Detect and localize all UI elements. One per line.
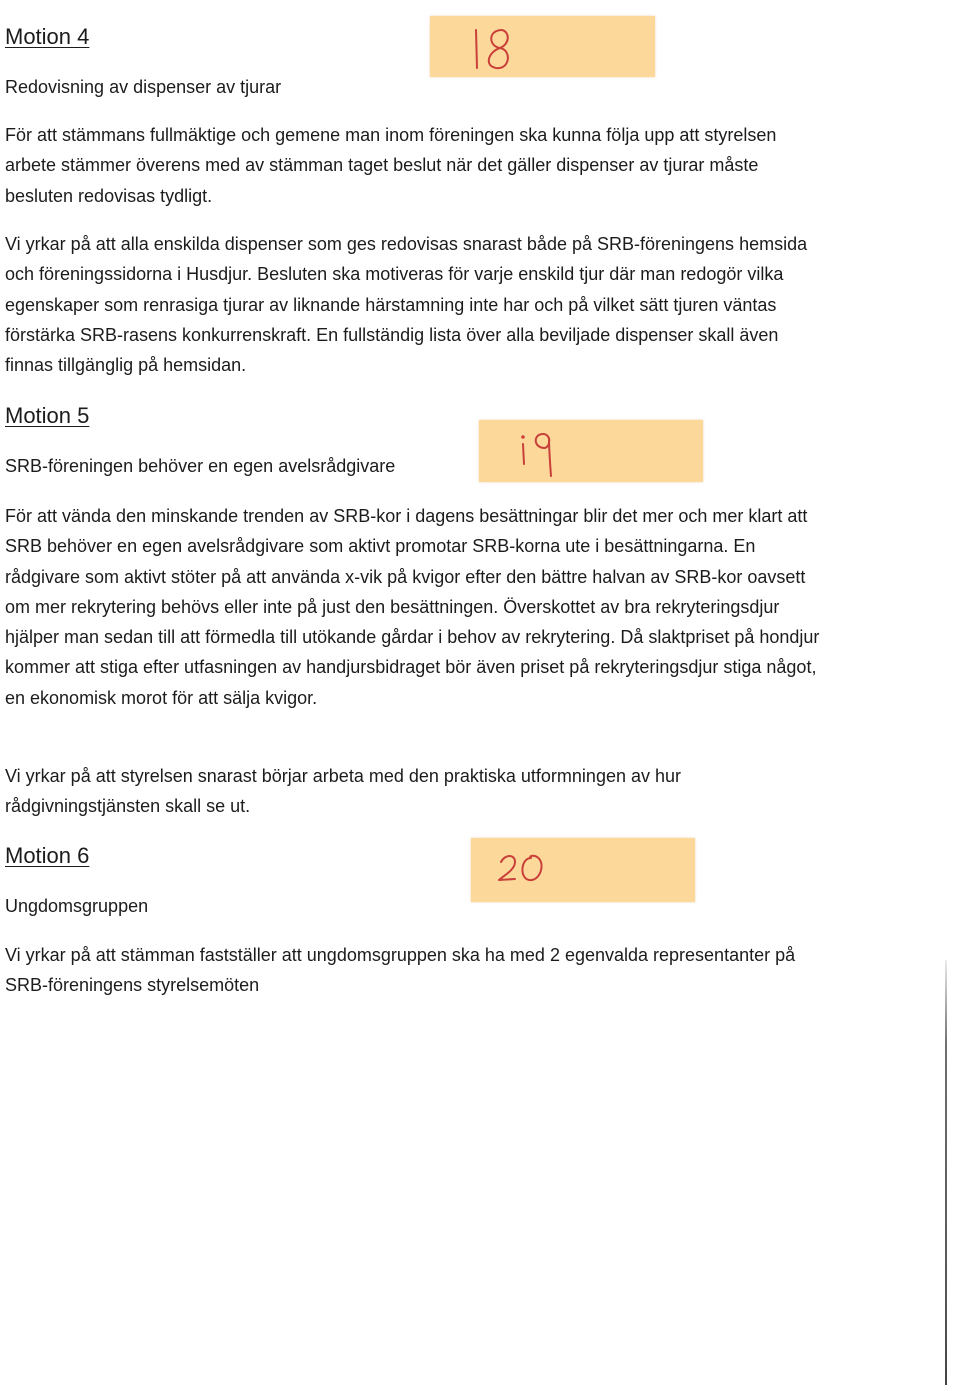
motion-heading: Motion 4	[5, 24, 90, 49]
motion-paragraph: Vi yrkar på att alla enskilda dispenser som ges redovisas snarast både på SRB-föreningens hemsida och föreningssidorna i Husdjur. Besluten ska motiveras för varje enskild tjur där man redogör vilka egenskaper som renrasiga tjurar av liknande härstamning inte har och på vilket sätt tjuren väntas förstärka SRB-rasens konkurrenskraft. En fullständig lista över alla beviljade dispenser skall även finnas tillgänglig på hemsidan.	[5, 234, 808, 376]
handwritten-number-sticky	[479, 420, 703, 482]
motion-paragraph: För att vända den minskande trenden av SRB-kor i dagens besättningar blir det mer och mer klart att SRB behöver en egen avelsrådgivare som aktivt promotar SRB-korna ute i besättningarna. En rådgivare som aktivt stöter på att använda x-vik på kvigor efter den bättre halvan av SRB-kor oavsett om mer rekrytering behövs eller inte på just den besättningen. Överskottet av bra rekryteringsdjur hjälper man sedan till att förmedla till utökande gårdar i behov av rekrytering. Då slaktpriset på hondjur kommer att stiga efter utfasningen av handjursbidraget bör även priset på rekryteringsdjur stiga något, en ekonomisk morot för att sälja kvigor.	[5, 506, 820, 708]
sticky-note	[430, 16, 655, 77]
motion-paragraph: För att stämmans fullmäktige och gemene man inom föreningen ska kunna följa upp att styrelsen arbete stämmer överens med av stämman taget beslut när det gäller dispenser av tjurar måste besluten redovisas tydligt.	[5, 125, 777, 206]
motion-paragraph: Vi yrkar på att styrelsen snarast börjar arbeta med den praktiska utformningen av hur rådgivningstjänsten skall se ut.	[5, 766, 682, 817]
sticky-note	[479, 420, 703, 482]
motion-subtitle: SRB-föreningen behöver en egen avelsrådgivare	[5, 456, 396, 476]
motion-heading: Motion 6	[5, 843, 90, 868]
handwritten-number-sticky	[430, 16, 655, 77]
handwritten-number-sticky	[471, 838, 695, 902]
motion-paragraph: Vi yrkar på att stämman fastställer att ungdomsgruppen ska ha med 2 egenvalda representanter på SRB-föreningens styrelsemöten	[5, 945, 796, 996]
motion-heading: Motion 5	[5, 403, 90, 428]
scan-edge-line	[945, 960, 947, 1385]
motion-subtitle: Ungdomsgruppen	[5, 896, 149, 916]
sticky-note	[471, 838, 695, 902]
motion-subtitle: Redovisning av dispenser av tjurar	[5, 77, 282, 97]
